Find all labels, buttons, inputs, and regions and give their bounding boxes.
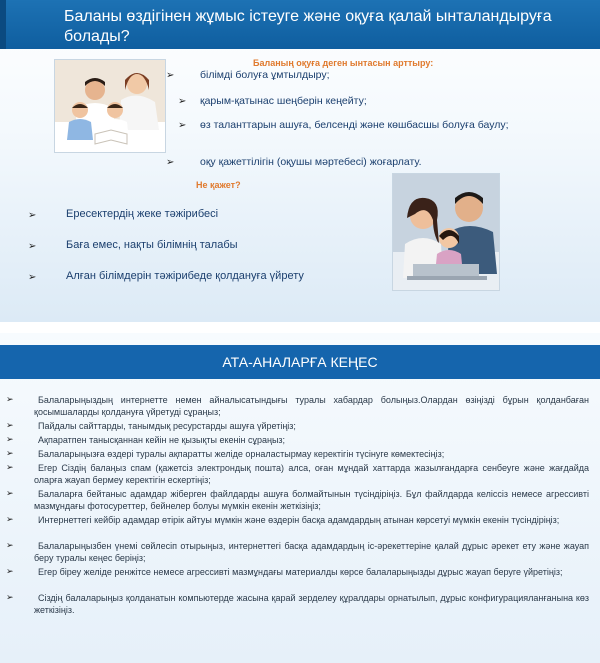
family-laptop-illustration xyxy=(393,174,499,290)
advice-item-2: Пайдалы сайттарды, танымдық ресурстарды ашуға үйретіңіз; xyxy=(38,421,296,431)
advice-item-9: Егер біреу желіде ренжітсе немесе агрессивті мазмұндағы материалды көрсе балаларыңызды дұрыс жауап беруге үйретіңіз; xyxy=(38,567,563,577)
advice-item-4: Балаларыңызға өздері туралы ақпаратты желіде орналастырмау керектігін түсінуге көмектесіңіз; xyxy=(38,449,445,459)
advice-item-5: Егер Сіздің балаңыз спам (қажетсіз электрондық пошта) алса, оған мұндай хаттарда жазылғандарға сенбеуге және жағдайда оларға жауап бермеу керектігін ескертіңіз; xyxy=(34,463,589,485)
bullet-arrow-icon: ➢ xyxy=(166,70,175,81)
bullet-arrow-icon: ➢ xyxy=(6,462,14,472)
slide-separator xyxy=(0,322,600,333)
bullet-arrow-icon: ➢ xyxy=(6,448,14,458)
needed-item-2: Баға емес, нақты білімнің талабы xyxy=(66,239,238,251)
advice-item-3: Ақпаратпен танысқаннан кейін не қызықты екенін сұраңыз; xyxy=(38,435,286,445)
slide2-title-bar xyxy=(0,345,600,379)
bullet-arrow-icon: ➢ xyxy=(6,566,14,576)
slide1-title-bar xyxy=(0,0,600,49)
family-laptop-photo xyxy=(392,173,500,291)
family-reading-illustration xyxy=(55,60,165,152)
advice-item-6: Балаларға бейтаныс адамдар жіберген файлдарды ашуға болмайтынын түсіндіріңіз. Бұл файлдарда келіссіз немесе агрессивті мазмұндағы фотосуреттер, бейнелер болуы мүмкін екенін жеткізіңіз; xyxy=(34,489,589,511)
advice-item-1: Балаларыңыздың интернетте немен айналысатындығы туралы хабардар болыңыз.Олардан өзіңізді бұрын қолданбаған қосымшаларды қолдануға үйретуді сұраңыз; xyxy=(34,395,589,417)
advice-item-8: Балаларыңызбен үнемі сөйлесіп отырыңыз, интернеттегі басқа адамдардың іс-әрекеттеріне қалай дұрыс әрекет ету және жауап беру туралы кеңес беріңіз; xyxy=(34,541,589,563)
bullet-arrow-icon: ➢ xyxy=(6,514,14,524)
motivation-subheading: Баланың оқуға деген ынтасын арттыру: xyxy=(253,58,434,68)
slide1-title: Баланы өздігінен жұмыс істеуге және оқуға қалай ынталандыруға болады? xyxy=(64,8,552,45)
bullet-arrow-icon: ➢ xyxy=(28,241,37,252)
motivation-item-1: білімді болуға ұмтылдыру; xyxy=(200,69,330,81)
bullet-arrow-icon: ➢ xyxy=(6,394,14,404)
bullet-arrow-icon: ➢ xyxy=(6,540,14,550)
bullet-arrow-icon: ➢ xyxy=(6,420,14,430)
title-accent-stripe xyxy=(0,0,6,49)
needed-item-3: Алған білімдерін тәжірибеде қолдануға үйрету xyxy=(66,270,304,282)
motivation-item-4: оқу қажеттілігін (оқушы мәртебесі) жоғарлату. xyxy=(200,156,422,167)
bullet-arrow-icon: ➢ xyxy=(6,488,14,498)
advice-item-10: Сіздің балаларыңыз қолданатын компьютерде жасына қарай зерделеу құралдары орнатылып, дұрыс конфигурацияланғанына көз жеткізіңіз. xyxy=(34,593,589,615)
what-needed-subheading: Не қажет? xyxy=(196,180,241,190)
bullet-arrow-icon: ➢ xyxy=(28,210,37,221)
slide-parent-advice xyxy=(0,333,600,663)
needed-item-1: Ересектердің жеке тәжірибесі xyxy=(66,208,219,220)
bullet-arrow-icon: ➢ xyxy=(6,592,14,602)
family-reading-photo xyxy=(54,59,166,153)
bullet-arrow-icon: ➢ xyxy=(178,96,187,107)
bullet-arrow-icon: ➢ xyxy=(166,157,175,168)
bullet-arrow-icon: ➢ xyxy=(6,434,14,444)
slide-motivation xyxy=(0,0,600,322)
motivation-item-2: қарым-қатынас шеңберін кеңейту; xyxy=(200,95,367,107)
bullet-arrow-icon: ➢ xyxy=(178,120,187,131)
motivation-item-3: өз таланттарын ашуға, белсенді және көшбасшы болуға баулу; xyxy=(200,119,509,131)
advice-item-7: Интернеттегі кейбір адамдар өтірік айтуы мүмкін және өздерін басқа адамдардың атынан көрсетуі мүмкін екенін түсіндіріңіз; xyxy=(38,515,560,525)
bullet-arrow-icon: ➢ xyxy=(28,272,37,283)
slide2-title: АТА-АНАЛАРҒА КЕҢЕС xyxy=(222,354,378,370)
